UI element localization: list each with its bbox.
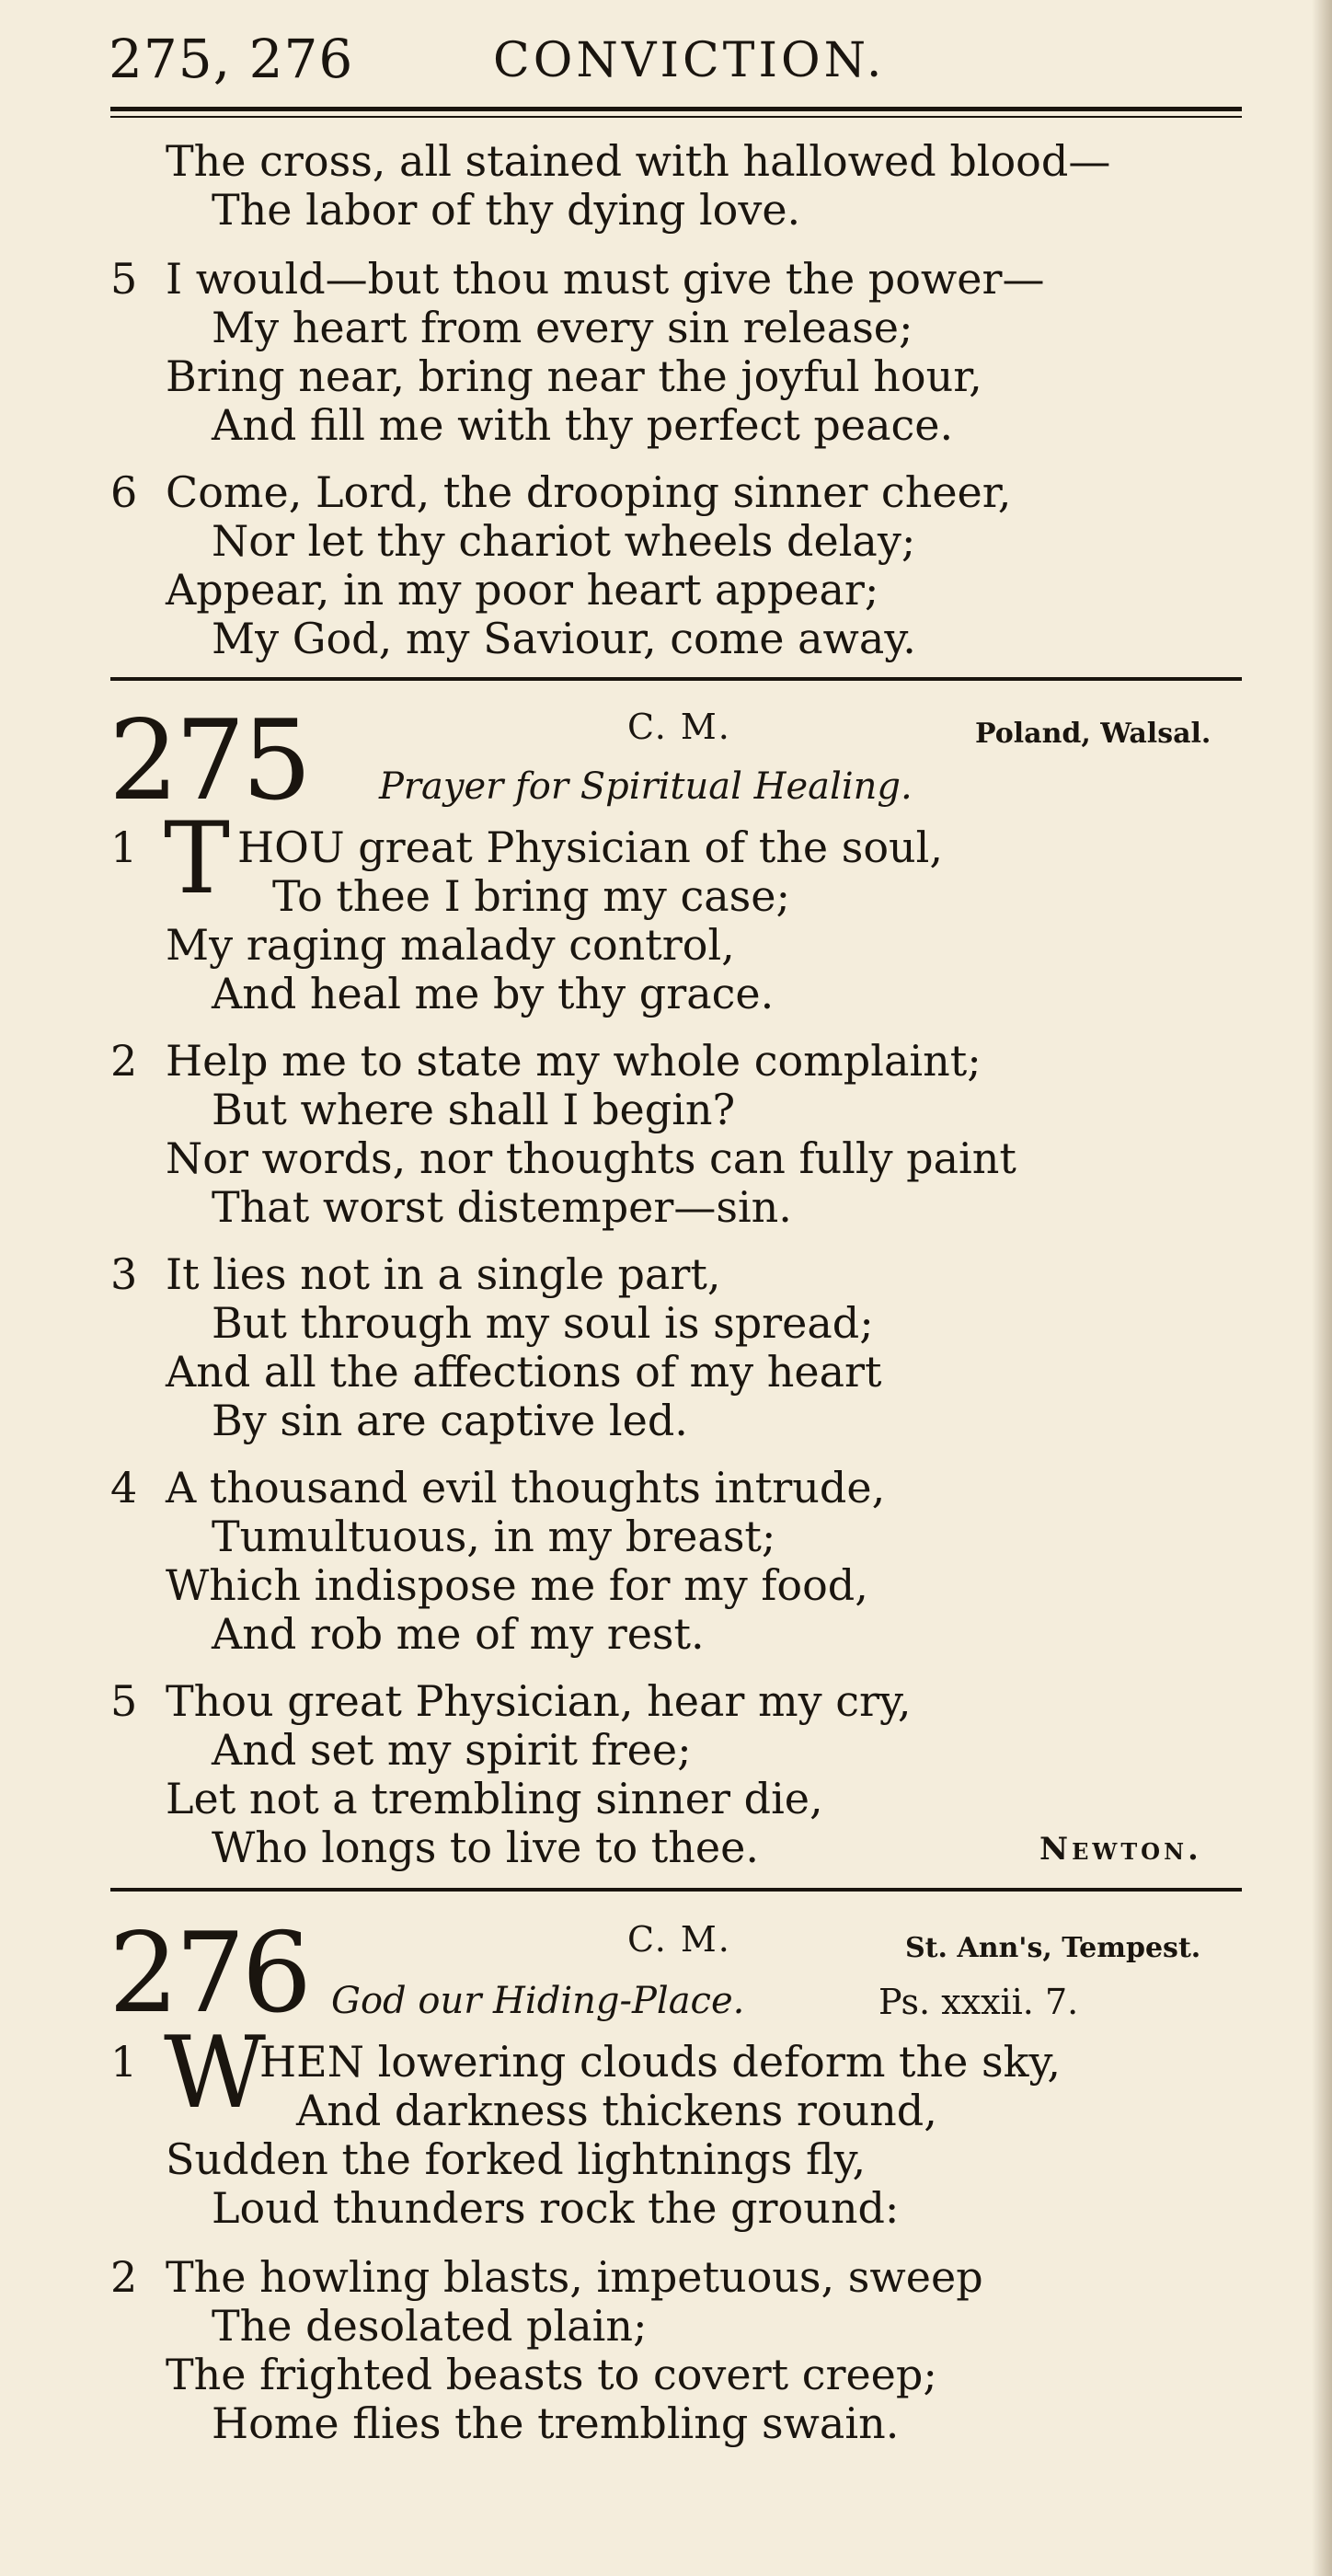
section-rule	[110, 1888, 1242, 1892]
section-rule	[110, 677, 1242, 681]
hymn-line: Home flies the trembling swain.	[212, 2398, 900, 2448]
hymn-tunes: St. Ann's, Tempest.	[905, 1932, 1201, 1964]
hymn-line: I would—but thou must give the power—	[166, 254, 1045, 304]
drop-cap: T	[164, 801, 231, 916]
verse-number: 5	[110, 254, 138, 304]
hymn-line: The howling blasts, impetuous, sweep	[166, 2252, 983, 2302]
hymn-line: And fill me with thy perfect peace.	[212, 400, 954, 450]
verse-number: 3	[110, 1249, 138, 1299]
hymn-subtitle: Prayer for Spiritual Healing.	[379, 765, 913, 808]
hymn-line: And all the affections of my heart	[166, 1347, 882, 1397]
page-title: CONVICTION.	[493, 33, 886, 88]
hymn-line: The labor of thy dying love.	[212, 185, 801, 235]
hymn-line: Let not a trembling sinner die,	[166, 1774, 823, 1823]
hymn-line: The desolated plain;	[212, 2301, 648, 2351]
hymn-line: Loud thunders rock the ground:	[212, 2183, 900, 2233]
hymn-line: The frighted beasts to covert creep;	[166, 2350, 937, 2399]
hymn-line: The cross, all stained with hallowed blood—	[166, 136, 1111, 186]
hymn-line: To thee I bring my case;	[272, 871, 790, 921]
hymn-line: HOU great Physician of the soul,	[237, 822, 943, 872]
hymn-line: Which indispose me for my food,	[166, 1560, 868, 1610]
hymn-line: Nor words, nor thoughts can fully paint	[166, 1133, 1016, 1183]
hymn-line: Who longs to live to thee.	[212, 1823, 759, 1872]
verse-number: 5	[110, 1676, 138, 1726]
verse-number: 2	[110, 1036, 138, 1086]
hymn-tunes: Poland, Walsal.	[975, 718, 1211, 750]
hymn-line: Sudden the forked lightnings fly,	[166, 2134, 867, 2184]
hymn-line: And rob me of my rest.	[212, 1609, 705, 1659]
hymn-author: Newton.	[1039, 1831, 1202, 1868]
hymn-line: And heal me by thy grace.	[212, 969, 775, 1018]
hymn-line: HEN lowering clouds deform the sky,	[259, 2037, 1061, 2087]
header-rule-thick	[110, 107, 1242, 111]
hymn-line: It lies not in a single part,	[166, 1249, 721, 1299]
hymn-number: 275	[109, 697, 309, 825]
hymn-subtitle: God our Hiding-Place.	[331, 1980, 745, 2022]
hymn-line: Thou great Physician, hear my cry,	[166, 1676, 912, 1726]
verse-number: 4	[110, 1463, 138, 1512]
hymn-line: Come, Lord, the drooping sinner cheer,	[166, 467, 1012, 517]
hymn-line: Tumultuous, in my breast;	[212, 1512, 776, 1561]
hymn-meter: C. M.	[627, 707, 731, 747]
scripture-reference: Ps. xxxii. 7.	[878, 1982, 1079, 2022]
hymn-line: My God, my Saviour, come away.	[212, 614, 916, 663]
hymn-meter: C. M.	[627, 1919, 731, 1960]
hymn-line: And darkness thickens round,	[296, 2086, 937, 2135]
verse-number: 6	[110, 467, 138, 517]
hymn-line: Bring near, bring near the joyful hour,	[166, 351, 982, 401]
hymn-number: 276	[109, 1910, 309, 2038]
hymn-line: Help me to state my whole complaint;	[166, 1036, 982, 1086]
hymn-line: But through my soul is spread;	[212, 1298, 874, 1348]
hymn-line: By sin are captive led.	[212, 1396, 688, 1445]
hymn-line: A thousand evil thoughts intrude,	[166, 1463, 886, 1512]
verse-number: 1	[110, 822, 138, 872]
verse-number: 1	[110, 2037, 138, 2087]
hymn-line: But where shall I begin?	[212, 1085, 736, 1134]
hymn-line: My heart from every sin release;	[212, 303, 913, 352]
drop-cap: W	[164, 2016, 267, 2131]
verse-number: 2	[110, 2252, 138, 2302]
hymn-line: Appear, in my poor heart appear;	[166, 565, 879, 615]
hymn-line: My raging malady control,	[166, 920, 735, 970]
header-rule-thin	[110, 116, 1242, 118]
hymn-line: Nor let thy chariot wheels delay;	[212, 516, 916, 566]
hymn-line: And set my spirit free;	[212, 1725, 692, 1775]
page-numbers: 275, 276	[109, 28, 354, 90]
page-edge-shadow	[1312, 0, 1332, 2576]
hymn-line: That worst distemper—sin.	[212, 1182, 792, 1232]
